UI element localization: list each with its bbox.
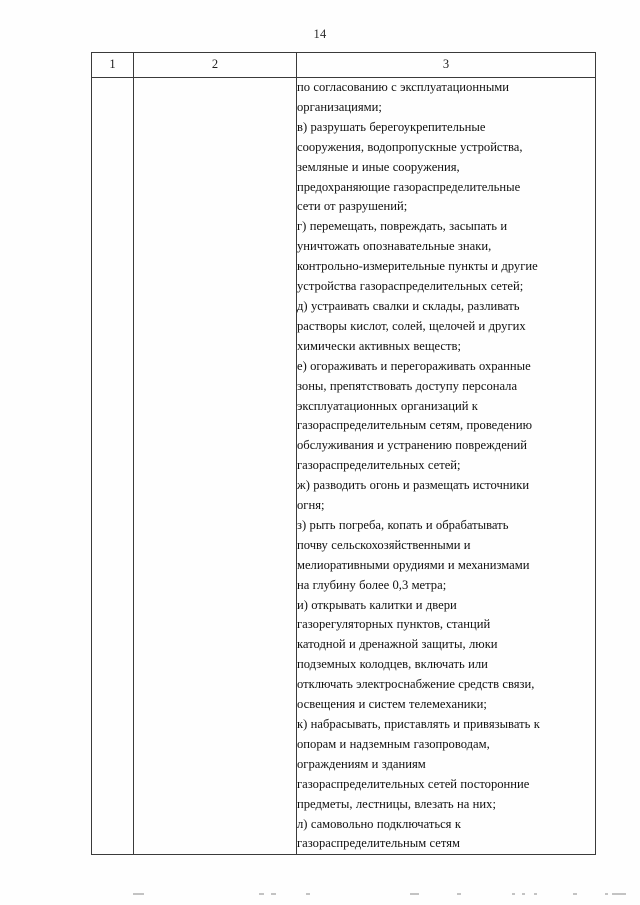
scan-speck: [512, 893, 515, 895]
scan-speck: [259, 893, 264, 895]
clause-line: ж) разводить огонь и размещать источники: [297, 478, 530, 493]
clause-line: организациями;: [297, 99, 382, 114]
clause-line: газораспределительным сетям: [297, 836, 460, 851]
clause-line: почву сельскохозяйственными и: [297, 537, 471, 552]
clause-line: и) открывать калитки и двери: [297, 597, 457, 612]
clause-line: сооружения, водопропускные устройства,: [297, 139, 523, 154]
clause-line: обслуживания и устранению повреждений: [297, 438, 528, 453]
scan-speck: [522, 893, 525, 895]
clause-line: газораспределительных сетей посторонние: [297, 776, 530, 791]
clause-line: контрольно-измерительные пункты и другие: [297, 259, 538, 274]
clause-text-block: [297, 78, 595, 854]
clause-line: предохраняющие газораспределительные: [297, 179, 521, 194]
document-table: [91, 52, 596, 855]
clause-line: в) разрушать берегоукрепительные: [297, 119, 486, 134]
clause-line: д) устраивать свалки и склады, разливать: [297, 298, 520, 313]
column-header-2: 2: [134, 53, 297, 78]
clause-line: предметы, лестницы, влезать на них;: [297, 796, 496, 811]
clause-line: л) самовольно подключаться к: [297, 816, 461, 831]
clause-line: на глубину более 0,3 метра;: [297, 577, 447, 592]
clause-line: е) огораживать и перегораживать охранные: [297, 358, 531, 373]
scan-speck: [306, 893, 310, 895]
table-cell-column-2: [134, 78, 297, 855]
table-row: [92, 78, 596, 855]
clause-line: подземных колодцев, включать или: [297, 657, 488, 672]
clause-line: газораспределительных сетей;: [297, 458, 461, 473]
scan-speck: [605, 893, 608, 895]
clause-line: мелиоративными орудиями и механизмами: [297, 557, 530, 572]
clause-line: устройства газораспределительных сетей;: [297, 279, 524, 294]
column-header-3: 3: [297, 53, 596, 78]
clause-line: по согласованию с эксплуатационными: [297, 80, 509, 94]
table-header-row: [92, 53, 596, 78]
column-header-1: 1: [92, 53, 134, 78]
clause-line: растворы кислот, солей, щелочей и других: [297, 318, 526, 333]
scan-speck: [612, 893, 626, 895]
scan-speck: [133, 893, 144, 895]
clause-line: газораспределительным сетям, проведению: [297, 418, 532, 433]
clause-line: газорегуляторных пунктов, станций: [297, 617, 491, 632]
scan-speck: [410, 893, 419, 895]
clause-line: освещения и систем телемеханики;: [297, 697, 487, 712]
clause-line: эксплуатационных организаций к: [297, 398, 478, 413]
clause-line: катодной и дренажной защиты, люки: [297, 637, 498, 652]
scan-speck: [534, 893, 537, 895]
clause-line: к) набрасывать, приставлять и привязывать к: [297, 717, 540, 731]
clause-line: зоны, препятствовать доступу персонала: [297, 378, 518, 393]
clause-line: уничтожать опознавательные знаки,: [297, 239, 492, 254]
clause-line: земляные и иные сооружения,: [297, 159, 460, 174]
scan-speck: [457, 893, 461, 895]
clause-line: сети от разрушений;: [297, 199, 408, 214]
clause-line: химически активных веществ;: [297, 338, 461, 353]
clause-line: опорам и надземным газопроводам,: [297, 736, 490, 751]
scan-artifact-specks: [0, 893, 640, 901]
clause-line: отключать электроснабжение средств связи,: [297, 677, 535, 692]
scan-speck: [573, 893, 577, 895]
scan-speck: [271, 893, 276, 895]
table-cell-column-1: [92, 78, 134, 855]
page-number: 14: [313, 27, 327, 41]
table-cell-column-3: [297, 78, 596, 855]
clause-line: з) рыть погреба, копать и обрабатывать: [297, 517, 509, 532]
clause-line: ограждениям и зданиям: [297, 756, 426, 771]
clause-line: огня;: [297, 498, 325, 513]
clause-line: г) перемещать, повреждать, засыпать и: [297, 219, 508, 234]
